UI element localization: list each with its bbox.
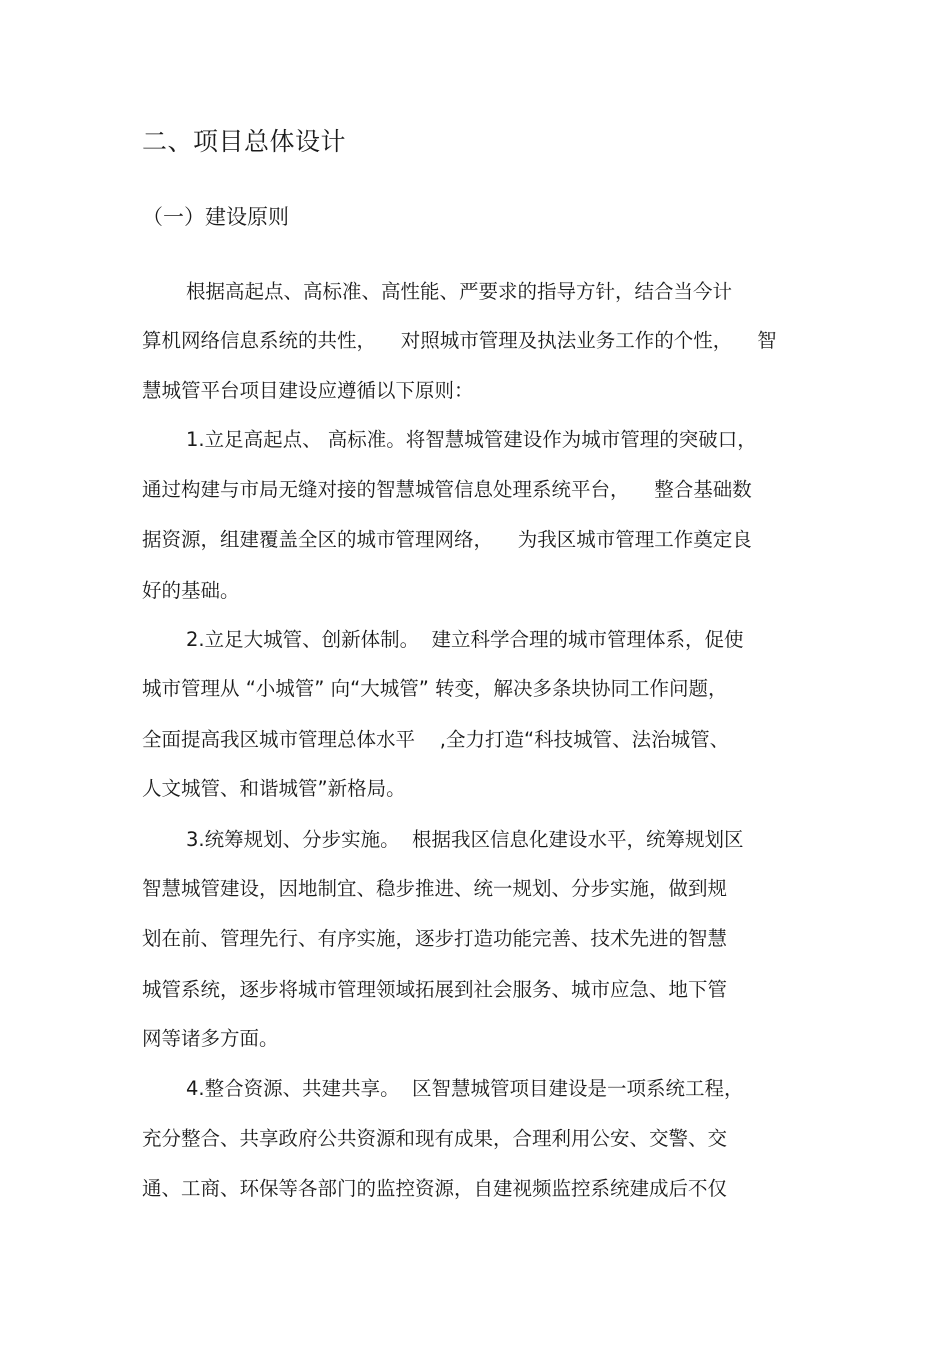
body-line: 城管系统，逐步将城市管理领域拓展到社会服务、城市应急、地下管 <box>142 978 728 1001</box>
body-line: 全面提高我区城市管理总体水平 ,全力打造“科技城管、法治城管、 <box>142 728 730 751</box>
body-line: 算机网络信息系统的共性， 对照城市管理及执法业务工作的个性， 智 <box>142 329 777 352</box>
body-line: 划在前、管理先行、有序实施，逐步打造功能完善、技术先进的智慧 <box>142 927 728 950</box>
body-line: 智慧城管建设，因地制宜、稳步推进、统一规划、分步实施，做到规 <box>142 877 728 900</box>
body-line: 充分整合、共享政府公共资源和现有成果，合理利用公安、交警、交 <box>142 1127 728 1150</box>
body-line: 好的基础。 <box>142 579 240 602</box>
body-line: 通过构建与市局无缝对接的智慧城管信息处理系统平台， 整合基础数 <box>142 478 752 501</box>
body-line: 网等诸多方面。 <box>142 1027 279 1050</box>
subsection-heading: （一）建设原则 <box>142 205 289 229</box>
body-line: 城市管理从 “小城管” 向“大城管” 转变，解决多条块协同工作问题， <box>142 677 728 700</box>
body-line: 1.立足高起点、 高标准。将智慧城管建设作为城市管理的突破口， <box>186 428 757 451</box>
body-line: 4.整合资源、共建共享。 区智慧城管项目建设是一项系统工程， <box>186 1077 744 1100</box>
body-line: 人文城管、和谐城管”新格局。 <box>142 777 406 800</box>
body-line: 通、工商、环保等各部门的监控资源，自建视频监控系统建成后不仅 <box>142 1177 728 1200</box>
body-line: 2.立足大城管、创新体制。 建立科学合理的城市管理体系，促使 <box>186 628 744 651</box>
body-line: 据资源，组建覆盖全区的城市管理网络， 为我区城市管理工作奠定良 <box>142 528 752 551</box>
body-line: 3.统筹规划、分步实施。 根据我区信息化建设水平，统筹规划区 <box>186 828 744 851</box>
body-line: 慧城管平台项目建设应遵循以下原则： <box>142 379 474 402</box>
section-heading: 二、项目总体设计 <box>142 127 347 156</box>
body-line: 根据高起点、高标准、高性能、严要求的指导方针，结合当今计 <box>186 280 733 303</box>
